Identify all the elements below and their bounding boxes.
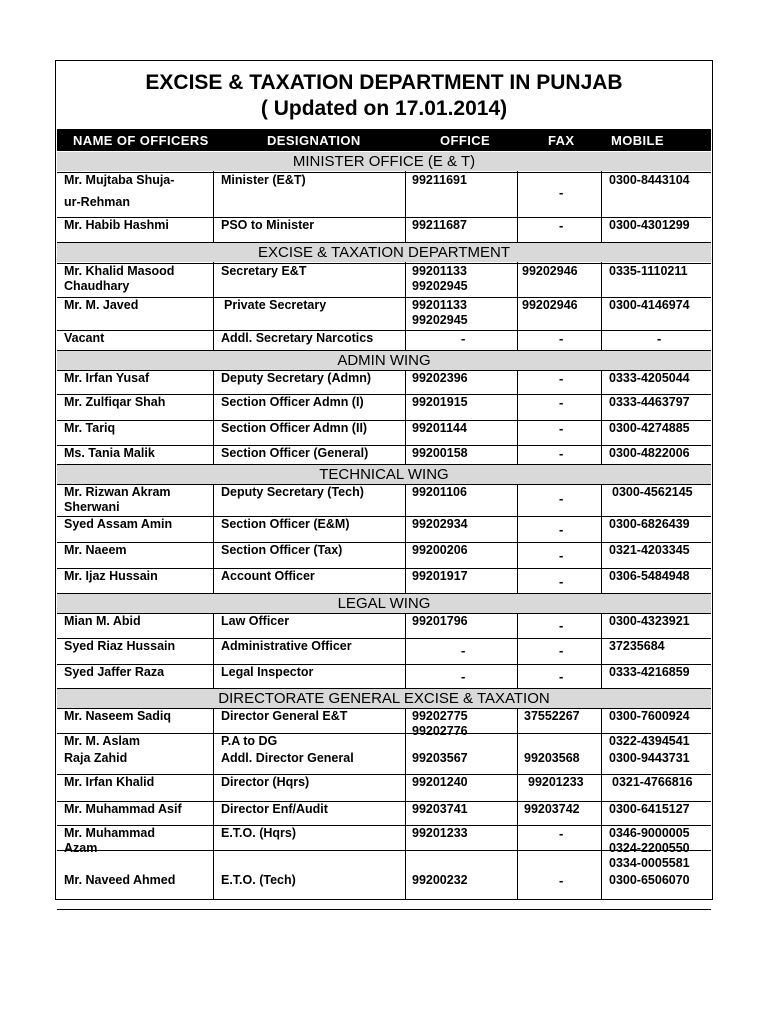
cell-office: 99203741 bbox=[412, 802, 468, 816]
cell-name-line: Azam bbox=[64, 841, 98, 855]
cell-office: 99201144 bbox=[412, 421, 467, 435]
cell-office: 99201233 bbox=[412, 826, 468, 840]
cell-designation: E.T.O. (Hqrs) bbox=[221, 826, 297, 840]
cell-fax-empty: - bbox=[559, 446, 564, 461]
row-divider bbox=[57, 909, 711, 910]
column-divider bbox=[405, 708, 406, 900]
cell-office-line: 99202776 bbox=[412, 724, 468, 738]
cell-fax-empty: - bbox=[559, 643, 564, 658]
page-subtitle: ( Updated on 17.01.2014) bbox=[260, 97, 508, 120]
col-header-fax: FAX bbox=[548, 133, 575, 148]
cell-fax-empty: - bbox=[559, 826, 564, 841]
cell-fax-empty: - bbox=[559, 669, 564, 684]
cell-office-line: 99201133 bbox=[412, 298, 467, 312]
cell-fax: 99202946 bbox=[522, 264, 578, 278]
cell-designation: Director Enf/Audit bbox=[221, 802, 328, 816]
cell-designation: Director General E&T bbox=[221, 709, 348, 723]
cell-mobile: 0333-4216859 bbox=[609, 665, 690, 679]
col-header-designation: DESIGNATION bbox=[267, 133, 361, 148]
cell-name-line: ur-Rehman bbox=[64, 195, 130, 209]
column-divider bbox=[601, 484, 602, 594]
cell-designation: Minister (E&T) bbox=[221, 173, 306, 187]
cell-name: Ms. Tania Malik bbox=[64, 446, 155, 460]
cell-office: 99202934 bbox=[412, 517, 468, 531]
column-divider bbox=[517, 484, 518, 594]
column-divider bbox=[213, 708, 214, 900]
column-divider bbox=[405, 171, 406, 243]
column-divider bbox=[601, 613, 602, 689]
cell-name: Syed Assam Amin bbox=[64, 517, 173, 531]
cell-mobile: 0300-6506070 bbox=[609, 873, 690, 887]
cell-mobile: 0300-4822006 bbox=[609, 446, 690, 460]
row-divider bbox=[57, 688, 711, 689]
cell-mobile-line: 0346-9000005 bbox=[609, 826, 690, 840]
cell-fax-empty: - bbox=[559, 574, 564, 589]
cell-office-empty: - bbox=[461, 331, 466, 346]
cell-designation: Legal Inspector bbox=[221, 665, 314, 679]
section-minister-office: MINISTER OFFICE (E & T) bbox=[57, 152, 711, 171]
cell-name: Mr. Naveed Ahmed bbox=[64, 873, 176, 887]
cell-mobile: 0300-9443731 bbox=[609, 751, 690, 765]
cell-mobile: 0300-4562145 bbox=[612, 485, 693, 499]
cell-mobile-line: 0334-0005581 bbox=[609, 856, 690, 870]
column-divider bbox=[405, 370, 406, 465]
cell-mobile: 0300-6415127 bbox=[609, 802, 690, 816]
cell-name: Mr. Naseem Sadiq bbox=[64, 709, 171, 723]
cell-designation: Director (Hqrs) bbox=[221, 775, 310, 789]
cell-fax-empty: - bbox=[559, 618, 564, 633]
col-header-office: OFFICE bbox=[440, 133, 491, 148]
cell-mobile: 0300-4301299 bbox=[609, 218, 690, 232]
cell-fax-empty: - bbox=[559, 522, 564, 537]
cell-designation: Section Officer Admn (II) bbox=[221, 421, 368, 435]
cell-name: Mr. Irfan Yusaf bbox=[64, 371, 150, 385]
cell-fax: 99203568 bbox=[524, 751, 580, 765]
cell-fax: 99203742 bbox=[524, 802, 580, 816]
cell-office-empty: - bbox=[461, 643, 466, 658]
cell-designation: Account Officer bbox=[221, 569, 315, 583]
column-divider bbox=[601, 708, 602, 900]
cell-name-line: Chaudhary bbox=[64, 279, 130, 293]
cell-designation: Section Officer (Tax) bbox=[221, 543, 343, 557]
row-divider bbox=[57, 242, 711, 243]
cell-mobile-empty: - bbox=[657, 331, 662, 346]
cell-name-line: Sherwani bbox=[64, 500, 120, 514]
column-divider bbox=[517, 262, 518, 351]
column-divider bbox=[517, 171, 518, 243]
cell-name: Mr. Irfan Khalid bbox=[64, 775, 155, 789]
cell-office-line: 99202945 bbox=[412, 279, 468, 293]
cell-name-line: Mr. Muhammad bbox=[64, 826, 155, 840]
cell-fax: 37552267 bbox=[524, 709, 580, 723]
cell-designation: Deputy Secretary (Admn) bbox=[221, 371, 372, 385]
cell-name-line: Mr. Mujtaba Shuja- bbox=[64, 173, 175, 187]
cell-mobile: 0300-6826439 bbox=[609, 517, 690, 531]
cell-office: 99201240 bbox=[412, 775, 468, 789]
section-excise-taxation-department: EXCISE & TAXATION DEPARTMENT bbox=[57, 243, 711, 262]
table-header bbox=[57, 129, 711, 151]
column-divider bbox=[405, 613, 406, 689]
cell-office-line: 99201133 bbox=[412, 264, 467, 278]
cell-name: Vacant bbox=[64, 331, 105, 345]
cell-designation: E.T.O. (Tech) bbox=[221, 873, 296, 887]
cell-name: Mr. Zulfiqar Shah bbox=[64, 395, 166, 409]
cell-fax-empty: - bbox=[559, 548, 564, 563]
cell-designation: Law Officer bbox=[221, 614, 290, 628]
cell-mobile: 0322-4394541 bbox=[609, 734, 690, 748]
cell-name: Mr. Muhammad Asif bbox=[64, 802, 182, 816]
cell-fax: 99201233 bbox=[528, 775, 584, 789]
cell-office: 99200232 bbox=[412, 873, 468, 887]
cell-office: 99201915 bbox=[412, 395, 468, 409]
column-divider bbox=[213, 171, 214, 243]
section-admin-wing: ADMIN WING bbox=[57, 351, 711, 370]
cell-mobile: 0321-4203345 bbox=[609, 543, 690, 557]
cell-name: Mr. Tariq bbox=[64, 421, 116, 435]
cell-name: Raja Zahid bbox=[64, 751, 128, 765]
cell-mobile: 0333-4463797 bbox=[609, 395, 690, 409]
cell-mobile: 0300-4323921 bbox=[609, 614, 690, 628]
column-divider bbox=[517, 370, 518, 465]
cell-office: 99201796 bbox=[412, 614, 468, 628]
cell-fax-empty: - bbox=[559, 185, 564, 200]
cell-designation: Section Officer Admn (I) bbox=[221, 395, 364, 409]
cell-name-line: Mr. Khalid Masood bbox=[64, 264, 175, 278]
column-divider bbox=[517, 613, 518, 689]
cell-office: 99203567 bbox=[412, 751, 468, 765]
column-divider bbox=[213, 484, 214, 594]
cell-designation: Addl. Director General bbox=[221, 751, 354, 765]
column-divider bbox=[213, 262, 214, 351]
cell-designation: Deputy Secretary (Tech) bbox=[221, 485, 364, 499]
row-divider bbox=[57, 350, 711, 351]
cell-office: 99200206 bbox=[412, 543, 468, 557]
cell-name: Mr. Naeem bbox=[64, 543, 127, 557]
page-title: EXCISE & TAXATION DEPARTMENT IN PUNJAB bbox=[145, 71, 623, 94]
cell-fax: 99202946 bbox=[522, 298, 578, 312]
cell-office-empty: - bbox=[461, 669, 466, 684]
cell-designation: Section Officer (General) bbox=[221, 446, 369, 460]
cell-name-line: Mr. Rizwan Akram bbox=[64, 485, 171, 499]
cell-mobile: 0306-5484948 bbox=[609, 569, 690, 583]
section-directorate-general: DIRECTORATE GENERAL EXCISE & TAXATION bbox=[57, 689, 711, 708]
section-legal-wing: LEGAL WING bbox=[57, 594, 711, 613]
row-divider bbox=[57, 330, 711, 331]
cell-mobile: 0300-8443104 bbox=[609, 173, 690, 187]
cell-office-line: 99202775 bbox=[412, 709, 468, 723]
cell-designation: Addl. Secretary Narcotics bbox=[221, 331, 374, 345]
cell-office: 99211687 bbox=[412, 218, 467, 232]
cell-office-line: 99202945 bbox=[412, 313, 468, 327]
column-divider bbox=[213, 370, 214, 465]
cell-name: Syed Jaffer Raza bbox=[64, 665, 165, 679]
cell-designation: Section Officer (E&M) bbox=[221, 517, 350, 531]
cell-name: Mr. Habib Hashmi bbox=[64, 218, 169, 232]
cell-office: 99202396 bbox=[412, 371, 468, 385]
col-header-name: NAME OF OFFICERS bbox=[73, 133, 209, 148]
section-technical-wing: TECHNICAL WING bbox=[57, 465, 711, 484]
cell-fax-empty: - bbox=[559, 421, 564, 436]
cell-mobile: 37235684 bbox=[609, 639, 665, 653]
cell-office: 99211691 bbox=[412, 173, 467, 187]
cell-designation: P.A to DG bbox=[221, 734, 278, 748]
cell-office: 99201917 bbox=[412, 569, 468, 583]
cell-mobile-line: 0324-2200550 bbox=[609, 841, 690, 855]
cell-fax-empty: - bbox=[559, 331, 564, 346]
cell-mobile: 0321-4766816 bbox=[612, 775, 693, 789]
cell-fax-empty: - bbox=[559, 371, 564, 386]
column-divider bbox=[405, 484, 406, 594]
col-header-mobile: MOBILE bbox=[611, 133, 664, 148]
column-divider bbox=[213, 613, 214, 689]
row-divider bbox=[57, 593, 711, 594]
cell-fax-empty: - bbox=[559, 395, 564, 410]
cell-designation: Administrative Officer bbox=[221, 639, 352, 653]
cell-mobile: 0300-4146974 bbox=[609, 298, 690, 312]
cell-name: Mr. M. Aslam bbox=[64, 734, 140, 748]
column-divider bbox=[601, 262, 602, 351]
officers-directory-sheet bbox=[55, 60, 713, 900]
cell-name: Mr. Ijaz Hussain bbox=[64, 569, 158, 583]
column-divider bbox=[601, 370, 602, 465]
cell-office: 99200158 bbox=[412, 446, 468, 460]
column-divider bbox=[405, 262, 406, 351]
cell-name: Mian M. Abid bbox=[64, 614, 141, 628]
cell-name: Syed Riaz Hussain bbox=[64, 639, 176, 653]
cell-fax-empty: - bbox=[559, 873, 564, 888]
column-divider bbox=[517, 708, 518, 900]
cell-fax-empty: - bbox=[559, 218, 564, 233]
row-divider bbox=[57, 464, 711, 465]
cell-fax-empty: - bbox=[559, 491, 564, 506]
cell-designation: PSO to Minister bbox=[221, 218, 315, 232]
cell-mobile: 0300-4274885 bbox=[609, 421, 690, 435]
cell-mobile: 0300-7600924 bbox=[609, 709, 690, 723]
cell-designation: Private Secretary bbox=[224, 298, 327, 312]
cell-mobile: 0335-1110211 bbox=[609, 264, 688, 278]
cell-office: 99201106 bbox=[412, 485, 467, 499]
cell-mobile: 0333-4205044 bbox=[609, 371, 690, 385]
cell-name: Mr. M. Javed bbox=[64, 298, 139, 312]
cell-designation: Secretary E&T bbox=[221, 264, 307, 278]
column-divider bbox=[601, 171, 602, 243]
